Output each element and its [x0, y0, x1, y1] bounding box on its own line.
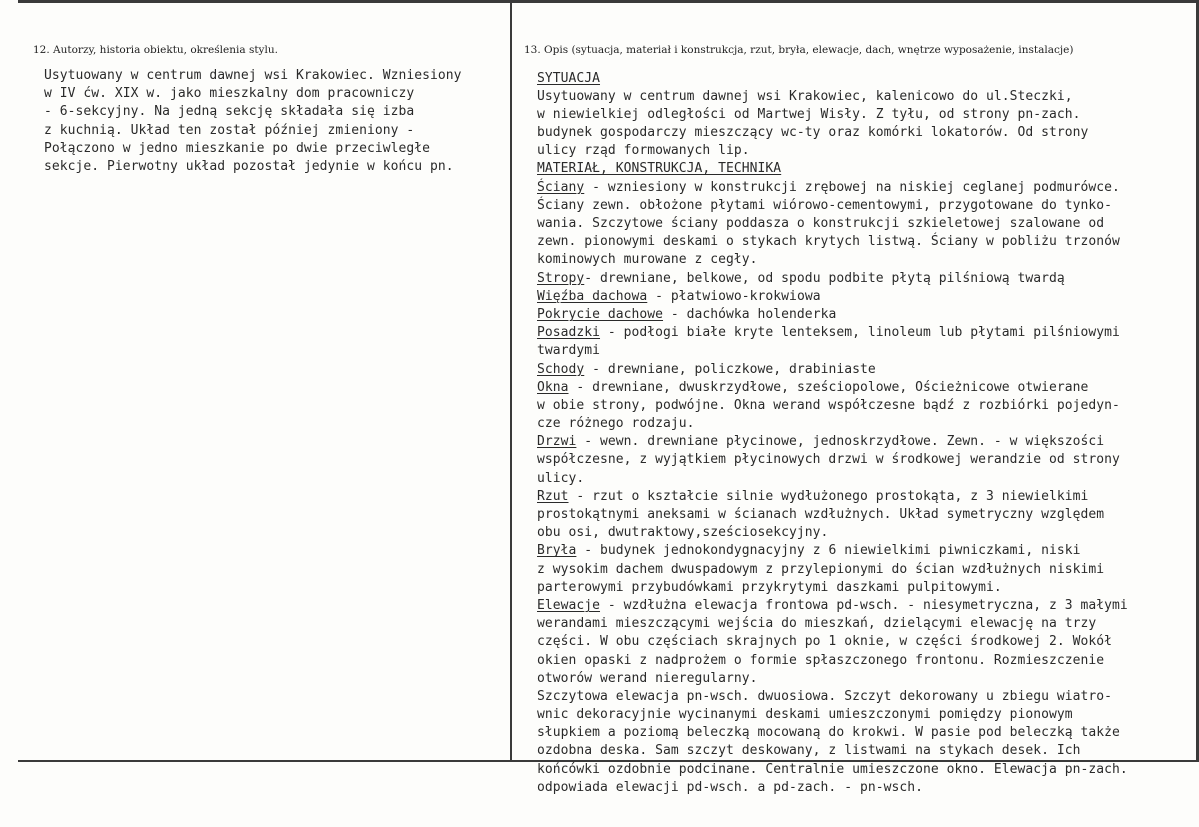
section-13-line	[537, 397, 1192, 415]
subsection-heading: Więźba dachowa	[537, 288, 648, 304]
section-13-line	[537, 470, 1192, 488]
line-text: - wewn. drewniane płycinowe, jednoskrzydłowe. Zewn. - w większości	[576, 434, 1105, 450]
section-13-line	[537, 542, 1192, 560]
section-13-line	[537, 779, 1192, 797]
line-text: wnic dekoracyjnie wycinanymi deskami umieszczonymi pomiędzy pionowym	[537, 707, 1073, 723]
section-13-line	[537, 270, 1192, 288]
line-text: parterowymi przybudówkami przykrytymi daszkami pulpitowymi.	[537, 579, 1002, 595]
section-12-body	[44, 67, 506, 176]
subsection-heading: Rzut	[537, 488, 569, 504]
line-text: ozdobna deska. Sam szczyt deskowany, z listwami na stykach desek. Ich	[537, 743, 1081, 759]
section-13-line	[537, 106, 1192, 124]
line-text: - drewniane, belkowe, od spodu podbite płytą pilśniową twardą	[584, 270, 1065, 286]
line-text: słupkiem a poziomą beleczką mocowaną do krokwi. W pasie pod beleczką także	[537, 725, 1120, 741]
section-13-line	[537, 579, 1192, 597]
line-text: - drewniane, policzkowe, drabiniaste	[584, 361, 876, 377]
subsection-heading: Pokrycie dachowe	[537, 306, 664, 322]
line-text: - drewniane, dwuskrzydłowe, sześciopolowe, Ościeżnicowe otwierane	[568, 379, 1089, 395]
section-13-line	[537, 652, 1192, 670]
section-12-line: z kuchnią. Układ ten został później zmieniony -	[44, 122, 415, 138]
section-13-line	[537, 524, 1192, 542]
section-13-line	[537, 561, 1192, 579]
line-text: - płatwiowo-krokwiowa	[647, 288, 821, 304]
subsection-heading: Posadzki	[537, 325, 601, 341]
line-text: w obie strony, podwójne. Okna werand współczesne bądź z rozbiórki pojedyn-	[537, 397, 1120, 413]
section-13-line	[537, 324, 1192, 342]
line-text: - budynek jednokondygnacyjny z 6 niewielkimi piwniczkami, niski	[576, 543, 1081, 559]
line-text: ulicy.	[537, 470, 585, 486]
subsection-heading: MATERIAŁ, KONSTRUKCJA, TECHNIKA	[537, 161, 782, 177]
section-13-line	[537, 88, 1192, 106]
line-text: - wzdłużna elewacja frontowa pd-wsch. - niesymetryczna, z 3 małymi	[600, 597, 1128, 613]
subsection-heading: Bryła	[537, 543, 577, 559]
line-text: - rzut o kształcie silnie wydłużonego prostokąta, z 3 niewielkimi	[568, 488, 1089, 504]
subsection-heading: Stropy	[537, 270, 585, 286]
section-13-line	[537, 342, 1192, 360]
line-text: - podłogi białe kryte lenteksem, linoleum lub płytami pilśniowymi	[600, 325, 1120, 341]
subsection-heading: Elewacje	[537, 597, 601, 613]
line-text: okien opaski z nadprożem o formie spłaszczonego frontonu. Rozmieszczenie	[537, 652, 1105, 668]
section-13-line	[537, 488, 1192, 506]
line-text: zewn. pionowymi deskami o stykach krytych listwą. Ściany w pobliżu trzonów	[537, 234, 1120, 250]
section-13-line	[537, 361, 1192, 379]
section-13-line	[537, 251, 1192, 269]
line-text: z wysokim dachem dwuspadowym z przylepionymi do ścian wzdłużnych niskimi	[537, 561, 1105, 577]
section-13-line	[537, 142, 1192, 160]
line-text: Ściany zewn. obłożone płytami wiórowo-cementowymi, przygotowane do tynko-	[537, 197, 1112, 213]
section-13-line	[537, 742, 1192, 760]
line-text: obu osi, dwutraktowy,sześciosekcyjny.	[537, 525, 829, 541]
line-text: części. W obu częściach skrajnych po 1 oknie, w części środkowej 2. Wokół	[537, 634, 1112, 650]
line-text: w niewielkiej odległości od Martwej Wisły. Z tyłu, od strony pn-zach.	[537, 106, 1081, 122]
line-text: ulicy rząd formowanych lip.	[537, 143, 750, 159]
subsection-heading: Drzwi	[537, 434, 577, 450]
section-13-line	[537, 670, 1192, 688]
line-text: werandami mieszczącymi wejścia do mieszkań, dzielącymi elewację na trzy	[537, 616, 1097, 632]
subsection-heading: Schody	[537, 361, 585, 377]
section-13-body	[537, 70, 1192, 798]
line-text: odpowiada elewacji pd-wsch. a pd-zach. - pn-wsch.	[537, 779, 923, 795]
line-text: twardymi	[537, 343, 601, 359]
column-divider	[510, 0, 512, 762]
section-13-line	[537, 288, 1192, 306]
section-12-line: w IV ćw. XIX w. jako mieszkalny dom pracowniczy	[44, 86, 415, 102]
section-13-line	[537, 633, 1192, 651]
section-13-line	[537, 70, 1192, 88]
section-13-header: 13. Opis (sytuacja, materiał i konstrukcja, rzut, bryła, elewacje, dach, wnętrze wyposażenie, instalacje)	[524, 44, 1074, 56]
line-text: budynek gospodarczy mieszczący wc-ty oraz komórki lokatorów. Od strony	[537, 125, 1089, 141]
section-13-line	[537, 506, 1192, 524]
line-text: otworów werand nieregularny.	[537, 670, 758, 686]
section-13-line	[537, 615, 1192, 633]
section-12-line: Połączono w jedno mieszkanie po dwie przeciwległe	[44, 140, 430, 156]
section-13-line	[537, 379, 1192, 397]
section-13-line	[537, 233, 1192, 251]
section-12-header: 12. Autorzy, historia obiektu, określenia stylu.	[33, 44, 278, 56]
section-13-line	[537, 688, 1192, 706]
section-12-line: sekcje. Pierwotny układ pozostał jedynie w końcu pn.	[44, 158, 454, 174]
section-13-line	[537, 124, 1192, 142]
section-13-line	[537, 179, 1192, 197]
section-13-line	[537, 415, 1192, 433]
line-text: Szczytowa elewacja pn-wsch. dwuosiowa. Szczyt dekorowany u zbiegu wiatro-	[537, 688, 1112, 704]
section-13-line	[537, 306, 1192, 324]
section-13-line	[537, 761, 1192, 779]
section-13-line	[537, 215, 1192, 233]
section-13-line	[537, 197, 1192, 215]
section-13-line	[537, 451, 1192, 469]
line-text: cze różnego rodzaju.	[537, 416, 695, 432]
frame-top-border	[18, 0, 1199, 3]
line-text: prostokątnymi aneksami w ścianach wzdłużnych. Układ symetryczny względem	[537, 507, 1105, 522]
line-text: - dachówka holenderka	[663, 306, 837, 322]
line-text: wania. Szczytowe ściany poddasza o konstrukcji szkieletowej szalowane od	[537, 216, 1105, 231]
subsection-heading: SYTUACJA	[537, 70, 601, 86]
subsection-heading: Ściany	[537, 179, 585, 195]
section-12-line: Usytuowany w centrum dawnej wsi Krakowiec. Wzniesiony	[44, 68, 462, 83]
section-13-line	[537, 433, 1192, 451]
line-text: Usytuowany w centrum dawnej wsi Krakowiec, kalenicowo do ul.Steczki,	[537, 88, 1073, 104]
section-13-line	[537, 724, 1192, 742]
section-13-line	[537, 597, 1192, 615]
subsection-heading: Okna	[537, 379, 569, 395]
line-text: końcówki ozdobnie podcinane. Centralnie umieszczone okno. Elewacja pn-zach.	[537, 761, 1128, 777]
line-text: współczesne, z wyjątkiem płycinowych drzwi w środkowej werandzie od strony	[537, 452, 1120, 468]
line-text: kominowych murowane z cegły.	[537, 252, 758, 268]
section-12-line: - 6-sekcyjny. Na jedną sekcję składała się izba	[44, 104, 415, 120]
line-text: - wzniesiony w konstrukcji zrębowej na niskiej ceglanej podmurówce.	[584, 179, 1120, 195]
section-13-line	[537, 160, 1192, 178]
section-13-line	[537, 706, 1192, 724]
